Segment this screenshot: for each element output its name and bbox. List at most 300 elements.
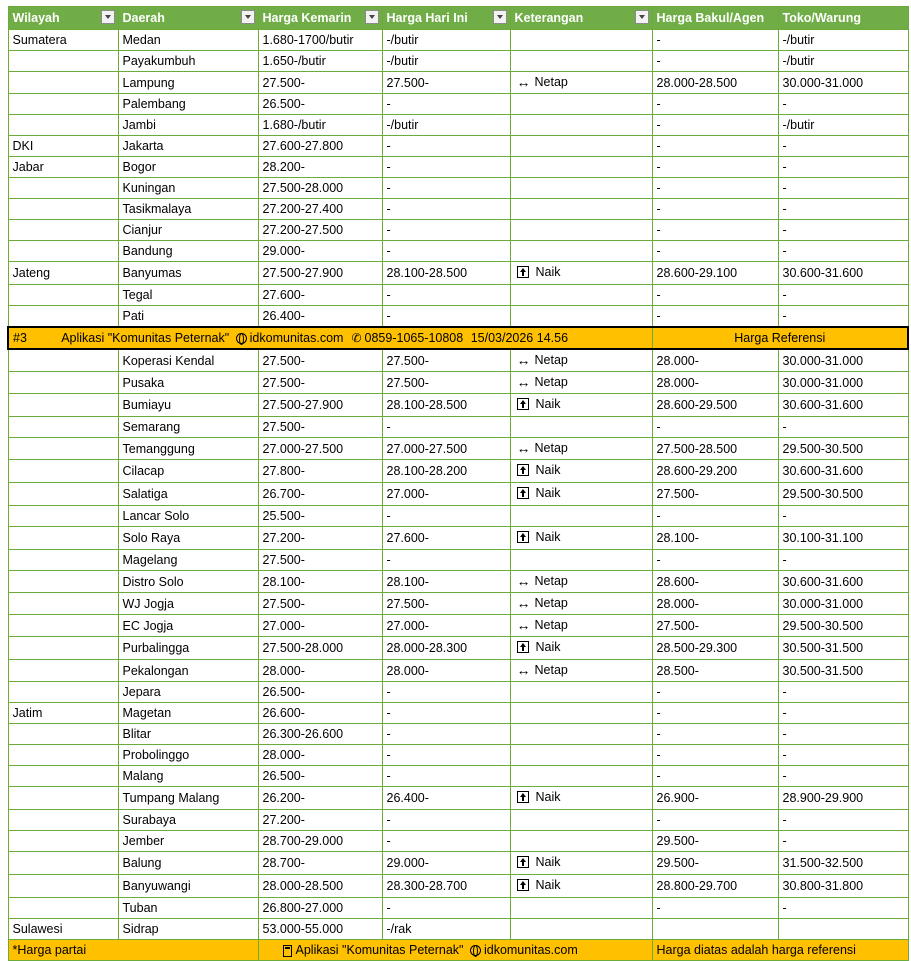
cell-harga-kemarin[interactable]: 25.500- bbox=[258, 506, 382, 527]
cell-daerah[interactable]: Probolinggo bbox=[118, 745, 258, 766]
cell-keterangan[interactable] bbox=[510, 875, 652, 898]
cell-harga-kemarin[interactable]: 28.000- bbox=[258, 660, 382, 682]
cell-harga-hari-ini[interactable]: - bbox=[382, 199, 510, 220]
cell-keterangan[interactable] bbox=[510, 51, 652, 72]
footer-website[interactable]: idkomunitas.com bbox=[483, 943, 578, 957]
cell-wilayah[interactable] bbox=[8, 660, 118, 682]
cell-harga-hari-ini[interactable]: - bbox=[382, 724, 510, 745]
cell-keterangan[interactable] bbox=[510, 417, 652, 438]
cell-toko-warung[interactable]: - bbox=[778, 703, 908, 724]
cell-harga-hari-ini[interactable]: - bbox=[382, 178, 510, 199]
table-row bbox=[8, 766, 908, 787]
cell-harga-bakul[interactable]: - bbox=[652, 157, 778, 178]
cell-toko-warung[interactable]: 29.500-30.500 bbox=[778, 483, 908, 506]
cell-harga-hari-ini[interactable]: -/butir bbox=[382, 51, 510, 72]
cell-daerah[interactable]: Blitar bbox=[118, 724, 258, 745]
cell-harga-hari-ini[interactable]: -/butir bbox=[382, 115, 510, 136]
cell-harga-bakul[interactable]: 28.500- bbox=[652, 660, 778, 682]
cell-daerah[interactable]: Tuban bbox=[118, 898, 258, 919]
cell-harga-bakul[interactable]: - bbox=[652, 898, 778, 919]
cell-wilayah[interactable] bbox=[8, 615, 118, 637]
cell-harga-hari-ini[interactable]: 28.100-28.500 bbox=[382, 262, 510, 285]
cell-keterangan[interactable] bbox=[510, 178, 652, 199]
cell-harga-hari-ini[interactable]: - bbox=[382, 136, 510, 157]
cell-wilayah[interactable] bbox=[8, 285, 118, 306]
cell-toko-warung[interactable]: 30.100-31.100 bbox=[778, 527, 908, 550]
cell-daerah[interactable]: Banyumas bbox=[118, 262, 258, 285]
cell-harga-kemarin[interactable]: 1.650-/butir bbox=[258, 51, 382, 72]
cell-harga-bakul[interactable]: 28.000- bbox=[652, 349, 778, 372]
cell-toko-warung[interactable]: - bbox=[778, 506, 908, 527]
cell-toko-warung[interactable]: 30.000-31.000 bbox=[778, 593, 908, 615]
cell-harga-kemarin[interactable]: 26.700- bbox=[258, 483, 382, 506]
cell-keterangan[interactable] bbox=[510, 682, 652, 703]
cell-harga-bakul[interactable]: 27.500- bbox=[652, 615, 778, 637]
cell-toko-warung[interactable]: 29.500-30.500 bbox=[778, 438, 908, 460]
cell-toko-warung[interactable]: - bbox=[778, 220, 908, 241]
cell-harga-hari-ini[interactable]: - bbox=[382, 898, 510, 919]
cell-harga-bakul[interactable]: - bbox=[652, 136, 778, 157]
cell-daerah[interactable]: Distro Solo bbox=[118, 571, 258, 593]
banner-phone[interactable]: 0859-1065-10808 bbox=[364, 331, 464, 345]
cell-toko-warung[interactable]: - bbox=[778, 157, 908, 178]
cell-harga-bakul[interactable]: - bbox=[652, 115, 778, 136]
cell-harga-hari-ini[interactable]: 26.400- bbox=[382, 787, 510, 810]
cell-toko-warung[interactable]: - bbox=[778, 682, 908, 703]
cell-keterangan[interactable] bbox=[510, 483, 652, 506]
cell-toko-warung[interactable]: - bbox=[778, 94, 908, 115]
cell-toko-warung[interactable]: 30.800-31.800 bbox=[778, 875, 908, 898]
cell-toko-warung[interactable]: 30.000-31.000 bbox=[778, 72, 908, 94]
cell-wilayah[interactable] bbox=[8, 787, 118, 810]
cell-wilayah[interactable] bbox=[8, 506, 118, 527]
cell-wilayah[interactable] bbox=[8, 394, 118, 417]
cell-keterangan[interactable] bbox=[510, 593, 652, 615]
cell-harga-kemarin[interactable]: 26.600- bbox=[258, 703, 382, 724]
cell-toko-warung[interactable]: - bbox=[778, 550, 908, 571]
cell-wilayah[interactable] bbox=[8, 571, 118, 593]
cell-toko-warung[interactable]: 31.500-32.500 bbox=[778, 852, 908, 875]
cell-harga-bakul[interactable]: 28.800-29.700 bbox=[652, 875, 778, 898]
cell-daerah[interactable]: Banyuwangi bbox=[118, 875, 258, 898]
cell-keterangan[interactable] bbox=[510, 919, 652, 940]
cell-toko-warung[interactable]: - bbox=[778, 898, 908, 919]
filter-dropdown-icon[interactable] bbox=[101, 10, 115, 24]
cell-toko-warung[interactable]: - bbox=[778, 831, 908, 852]
cell-harga-hari-ini[interactable]: 28.100- bbox=[382, 571, 510, 593]
cell-harga-kemarin[interactable]: 27.200- bbox=[258, 810, 382, 831]
cell-harga-kemarin[interactable]: 1.680-1700/butir bbox=[258, 30, 382, 51]
cell-toko-warung[interactable]: 30.500-31.500 bbox=[778, 660, 908, 682]
cell-harga-hari-ini[interactable]: - bbox=[382, 810, 510, 831]
cell-harga-bakul[interactable]: - bbox=[652, 199, 778, 220]
cell-wilayah[interactable] bbox=[8, 593, 118, 615]
cell-harga-kemarin[interactable]: 27.500-28.000 bbox=[258, 637, 382, 660]
cell-harga-hari-ini[interactable]: - bbox=[382, 831, 510, 852]
cell-toko-warung[interactable]: -/butir bbox=[778, 115, 908, 136]
cell-wilayah[interactable] bbox=[8, 438, 118, 460]
cell-harga-kemarin[interactable]: 53.000-55.000 bbox=[258, 919, 382, 940]
cell-harga-hari-ini[interactable]: - bbox=[382, 94, 510, 115]
cell-harga-bakul[interactable]: 27.500-28.500 bbox=[652, 438, 778, 460]
cell-keterangan[interactable] bbox=[510, 136, 652, 157]
cell-harga-kemarin[interactable]: 27.600- bbox=[258, 285, 382, 306]
cell-wilayah[interactable] bbox=[8, 349, 118, 372]
cell-daerah[interactable]: EC Jogja bbox=[118, 615, 258, 637]
cell-harga-bakul[interactable]: 29.500- bbox=[652, 831, 778, 852]
cell-wilayah[interactable] bbox=[8, 745, 118, 766]
cell-harga-hari-ini[interactable]: - bbox=[382, 220, 510, 241]
cell-harga-kemarin[interactable]: 26.300-26.600 bbox=[258, 724, 382, 745]
cell-toko-warung[interactable]: 30.600-31.600 bbox=[778, 460, 908, 483]
cell-harga-kemarin[interactable]: 27.500-28.000 bbox=[258, 178, 382, 199]
cell-daerah[interactable]: Purbalingga bbox=[118, 637, 258, 660]
cell-harga-kemarin[interactable]: 27.000-27.500 bbox=[258, 438, 382, 460]
cell-daerah[interactable]: Tegal bbox=[118, 285, 258, 306]
cell-toko-warung[interactable]: - bbox=[778, 178, 908, 199]
cell-keterangan[interactable] bbox=[510, 306, 652, 328]
cell-harga-bakul[interactable]: 28.600-29.100 bbox=[652, 262, 778, 285]
cell-keterangan[interactable] bbox=[510, 349, 652, 372]
cell-wilayah[interactable] bbox=[8, 875, 118, 898]
cell-harga-hari-ini[interactable]: 29.000- bbox=[382, 852, 510, 875]
cell-daerah[interactable]: Magetan bbox=[118, 703, 258, 724]
cell-harga-bakul[interactable]: 26.900- bbox=[652, 787, 778, 810]
filter-dropdown-icon[interactable] bbox=[635, 10, 649, 24]
cell-harga-kemarin[interactable]: 27.500-27.900 bbox=[258, 394, 382, 417]
cell-harga-hari-ini[interactable]: 28.300-28.700 bbox=[382, 875, 510, 898]
cell-keterangan[interactable] bbox=[510, 157, 652, 178]
cell-toko-warung[interactable]: - bbox=[778, 199, 908, 220]
cell-daerah[interactable]: Surabaya bbox=[118, 810, 258, 831]
cell-daerah[interactable]: Jambi bbox=[118, 115, 258, 136]
cell-wilayah[interactable] bbox=[8, 852, 118, 875]
cell-harga-kemarin[interactable]: 27.500- bbox=[258, 550, 382, 571]
cell-keterangan[interactable] bbox=[510, 199, 652, 220]
cell-daerah[interactable]: Pusaka bbox=[118, 372, 258, 394]
cell-daerah[interactable]: Cilacap bbox=[118, 460, 258, 483]
cell-wilayah[interactable] bbox=[8, 94, 118, 115]
cell-wilayah[interactable] bbox=[8, 550, 118, 571]
cell-harga-hari-ini[interactable]: - bbox=[382, 285, 510, 306]
cell-harga-bakul[interactable]: 28.100- bbox=[652, 527, 778, 550]
cell-wilayah[interactable]: Jatim bbox=[8, 703, 118, 724]
cell-harga-hari-ini[interactable]: 28.100-28.500 bbox=[382, 394, 510, 417]
cell-toko-warung[interactable]: 28.900-29.900 bbox=[778, 787, 908, 810]
cell-harga-kemarin[interactable]: 26.500- bbox=[258, 682, 382, 703]
cell-harga-kemarin[interactable]: 27.500- bbox=[258, 72, 382, 94]
cell-harga-hari-ini[interactable]: 28.000- bbox=[382, 660, 510, 682]
cell-toko-warung[interactable]: 30.000-31.000 bbox=[778, 372, 908, 394]
cell-harga-bakul[interactable]: 28.600- bbox=[652, 571, 778, 593]
cell-toko-warung[interactable]: 30.600-31.600 bbox=[778, 262, 908, 285]
cell-wilayah[interactable] bbox=[8, 199, 118, 220]
cell-harga-hari-ini[interactable]: 27.000- bbox=[382, 615, 510, 637]
cell-keterangan[interactable] bbox=[510, 615, 652, 637]
cell-harga-hari-ini[interactable]: - bbox=[382, 417, 510, 438]
cell-daerah[interactable]: Medan bbox=[118, 30, 258, 51]
cell-keterangan[interactable] bbox=[510, 787, 652, 810]
cell-wilayah[interactable] bbox=[8, 527, 118, 550]
cell-harga-bakul[interactable]: - bbox=[652, 241, 778, 262]
cell-wilayah[interactable] bbox=[8, 51, 118, 72]
cell-daerah[interactable]: Lampung bbox=[118, 72, 258, 94]
price-table bbox=[7, 6, 909, 961]
cell-harga-kemarin[interactable]: 26.500- bbox=[258, 766, 382, 787]
cell-toko-warung[interactable]: 30.500-31.500 bbox=[778, 637, 908, 660]
table-row bbox=[8, 831, 908, 852]
cell-keterangan[interactable] bbox=[510, 550, 652, 571]
cell-harga-bakul[interactable]: - bbox=[652, 745, 778, 766]
cell-keterangan[interactable] bbox=[510, 745, 652, 766]
filter-dropdown-icon[interactable] bbox=[493, 10, 507, 24]
cell-harga-hari-ini[interactable]: - bbox=[382, 506, 510, 527]
cell-harga-bakul[interactable]: 28.000-28.500 bbox=[652, 72, 778, 94]
cell-keterangan[interactable] bbox=[510, 766, 652, 787]
cell-wilayah[interactable] bbox=[8, 72, 118, 94]
cell-toko-warung[interactable]: - bbox=[778, 306, 908, 328]
cell-harga-kemarin[interactable]: 27.000- bbox=[258, 615, 382, 637]
cell-daerah[interactable]: Bumiayu bbox=[118, 394, 258, 417]
cell-keterangan[interactable] bbox=[510, 506, 652, 527]
cell-wilayah[interactable]: Jabar bbox=[8, 157, 118, 178]
cell-harga-hari-ini[interactable]: - bbox=[382, 745, 510, 766]
cell-keterangan[interactable] bbox=[510, 30, 652, 51]
cell-harga-bakul[interactable]: - bbox=[652, 51, 778, 72]
cell-harga-kemarin[interactable]: 27.500- bbox=[258, 349, 382, 372]
cell-daerah[interactable]: Jember bbox=[118, 831, 258, 852]
cell-harga-hari-ini[interactable]: - bbox=[382, 550, 510, 571]
cell-toko-warung[interactable]: - bbox=[778, 417, 908, 438]
banner-website[interactable]: idkomunitas.com bbox=[249, 331, 344, 345]
cell-wilayah[interactable] bbox=[8, 810, 118, 831]
cell-harga-kemarin[interactable]: 28.200- bbox=[258, 157, 382, 178]
cell-daerah[interactable]: Solo Raya bbox=[118, 527, 258, 550]
cell-daerah[interactable]: Jakarta bbox=[118, 136, 258, 157]
cell-harga-bakul[interactable]: - bbox=[652, 810, 778, 831]
cell-harga-bakul[interactable]: - bbox=[652, 766, 778, 787]
cell-harga-hari-ini[interactable]: 27.500- bbox=[382, 349, 510, 372]
cell-harga-kemarin[interactable]: 28.700- bbox=[258, 852, 382, 875]
cell-harga-hari-ini[interactable]: -/rak bbox=[382, 919, 510, 940]
cell-harga-bakul[interactable] bbox=[652, 919, 778, 940]
cell-toko-warung[interactable]: - bbox=[778, 745, 908, 766]
cell-harga-kemarin[interactable]: 26.500- bbox=[258, 94, 382, 115]
cell-harga-bakul[interactable]: - bbox=[652, 285, 778, 306]
cell-harga-bakul[interactable]: 27.500- bbox=[652, 483, 778, 506]
cell-harga-kemarin[interactable]: 27.200-27.500 bbox=[258, 220, 382, 241]
cell-keterangan[interactable] bbox=[510, 72, 652, 94]
cell-wilayah[interactable] bbox=[8, 220, 118, 241]
cell-harga-hari-ini[interactable]: - bbox=[382, 703, 510, 724]
cell-wilayah[interactable]: Sumatera bbox=[8, 30, 118, 51]
cell-keterangan[interactable] bbox=[510, 571, 652, 593]
cell-toko-warung[interactable]: - bbox=[778, 766, 908, 787]
cell-daerah[interactable]: Jepara bbox=[118, 682, 258, 703]
cell-wilayah[interactable] bbox=[8, 306, 118, 328]
cell-harga-bakul[interactable]: 28.600-29.500 bbox=[652, 394, 778, 417]
cell-wilayah[interactable] bbox=[8, 483, 118, 506]
cell-harga-kemarin[interactable]: 1.680-/butir bbox=[258, 115, 382, 136]
cell-harga-kemarin[interactable]: 27.500- bbox=[258, 593, 382, 615]
cell-keterangan[interactable] bbox=[510, 394, 652, 417]
cell-harga-kemarin[interactable]: 27.500- bbox=[258, 417, 382, 438]
cell-wilayah[interactable] bbox=[8, 766, 118, 787]
cell-toko-warung[interactable]: 30.600-31.600 bbox=[778, 394, 908, 417]
cell-toko-warung[interactable]: - bbox=[778, 285, 908, 306]
cell-harga-hari-ini[interactable]: - bbox=[382, 766, 510, 787]
filter-dropdown-icon[interactable] bbox=[241, 10, 255, 24]
cell-harga-bakul[interactable]: 28.000- bbox=[652, 372, 778, 394]
cell-daerah[interactable]: Payakumbuh bbox=[118, 51, 258, 72]
table-row bbox=[8, 136, 908, 157]
cell-daerah[interactable]: Balung bbox=[118, 852, 258, 875]
cell-daerah[interactable]: Temanggung bbox=[118, 438, 258, 460]
cell-keterangan[interactable] bbox=[510, 438, 652, 460]
cell-toko-warung[interactable]: 30.000-31.000 bbox=[778, 349, 908, 372]
cell-daerah[interactable]: Cianjur bbox=[118, 220, 258, 241]
cell-harga-kemarin[interactable]: 27.800- bbox=[258, 460, 382, 483]
cell-harga-hari-ini[interactable]: - bbox=[382, 306, 510, 328]
cell-wilayah[interactable]: Jateng bbox=[8, 262, 118, 285]
cell-harga-hari-ini[interactable]: 27.000- bbox=[382, 483, 510, 506]
cell-daerah[interactable]: Pekalongan bbox=[118, 660, 258, 682]
cell-harga-kemarin[interactable]: 27.200- bbox=[258, 527, 382, 550]
cell-harga-hari-ini[interactable]: 28.000-28.300 bbox=[382, 637, 510, 660]
cell-harga-hari-ini[interactable]: 27.500- bbox=[382, 372, 510, 394]
cell-harga-hari-ini[interactable]: 28.100-28.200 bbox=[382, 460, 510, 483]
cell-daerah[interactable]: Palembang bbox=[118, 94, 258, 115]
cell-harga-bakul[interactable]: - bbox=[652, 550, 778, 571]
cell-wilayah[interactable] bbox=[8, 241, 118, 262]
cell-harga-kemarin[interactable]: 28.700-29.000 bbox=[258, 831, 382, 852]
cell-daerah[interactable]: Bogor bbox=[118, 157, 258, 178]
cell-harga-bakul[interactable]: - bbox=[652, 703, 778, 724]
cell-keterangan[interactable] bbox=[510, 660, 652, 682]
cell-harga-bakul[interactable]: - bbox=[652, 506, 778, 527]
cell-daerah[interactable]: WJ Jogja bbox=[118, 593, 258, 615]
cell-daerah[interactable]: Bandung bbox=[118, 241, 258, 262]
cell-keterangan[interactable] bbox=[510, 460, 652, 483]
cell-keterangan[interactable] bbox=[510, 285, 652, 306]
cell-harga-bakul[interactable]: 28.000- bbox=[652, 593, 778, 615]
cell-wilayah[interactable]: Sulawesi bbox=[8, 919, 118, 940]
cell-wilayah[interactable] bbox=[8, 831, 118, 852]
cell-harga-kemarin[interactable]: 27.600-27.800 bbox=[258, 136, 382, 157]
cell-harga-hari-ini[interactable]: 27.500- bbox=[382, 72, 510, 94]
cell-harga-kemarin[interactable]: 28.000- bbox=[258, 745, 382, 766]
cell-keterangan[interactable] bbox=[510, 220, 652, 241]
cell-toko-warung[interactable]: - bbox=[778, 136, 908, 157]
cell-daerah[interactable]: Semarang bbox=[118, 417, 258, 438]
cell-toko-warung[interactable] bbox=[778, 919, 908, 940]
cell-daerah[interactable]: Magelang bbox=[118, 550, 258, 571]
cell-harga-hari-ini[interactable]: 27.000-27.500 bbox=[382, 438, 510, 460]
cell-harga-kemarin[interactable]: 27.200-27.400 bbox=[258, 199, 382, 220]
cell-toko-warung[interactable]: -/butir bbox=[778, 30, 908, 51]
cell-harga-kemarin[interactable]: 28.100- bbox=[258, 571, 382, 593]
filter-dropdown-icon[interactable] bbox=[365, 10, 379, 24]
cell-harga-kemarin[interactable]: 26.400- bbox=[258, 306, 382, 328]
cell-keterangan[interactable] bbox=[510, 241, 652, 262]
cell-harga-kemarin[interactable]: 27.500- bbox=[258, 372, 382, 394]
cell-harga-bakul[interactable]: - bbox=[652, 94, 778, 115]
cell-toko-warung[interactable]: 30.600-31.600 bbox=[778, 571, 908, 593]
cell-wilayah[interactable] bbox=[8, 178, 118, 199]
cell-harga-bakul[interactable]: 28.500-29.300 bbox=[652, 637, 778, 660]
cell-harga-kemarin[interactable]: 26.200- bbox=[258, 787, 382, 810]
cell-keterangan[interactable] bbox=[510, 810, 652, 831]
cell-keterangan[interactable] bbox=[510, 852, 652, 875]
cell-harga-kemarin[interactable]: 26.800-27.000 bbox=[258, 898, 382, 919]
cell-harga-hari-ini[interactable]: - bbox=[382, 682, 510, 703]
cell-toko-warung[interactable]: - bbox=[778, 810, 908, 831]
cell-harga-bakul[interactable]: - bbox=[652, 682, 778, 703]
cell-wilayah[interactable] bbox=[8, 460, 118, 483]
cell-harga-hari-ini[interactable]: 27.600- bbox=[382, 527, 510, 550]
cell-daerah[interactable]: Malang bbox=[118, 766, 258, 787]
cell-keterangan[interactable] bbox=[510, 115, 652, 136]
cell-harga-hari-ini[interactable]: -/butir bbox=[382, 30, 510, 51]
cell-daerah[interactable]: Tasikmalaya bbox=[118, 199, 258, 220]
cell-harga-bakul[interactable]: 28.600-29.200 bbox=[652, 460, 778, 483]
cell-harga-bakul[interactable]: 29.500- bbox=[652, 852, 778, 875]
cell-wilayah[interactable] bbox=[8, 724, 118, 745]
cell-daerah[interactable]: Salatiga bbox=[118, 483, 258, 506]
cell-keterangan[interactable] bbox=[510, 637, 652, 660]
footer-reference-note: Harga diatas adalah harga referensi bbox=[652, 940, 908, 961]
cell-harga-bakul[interactable]: - bbox=[652, 417, 778, 438]
cell-harga-bakul[interactable]: - bbox=[652, 220, 778, 241]
cell-keterangan[interactable] bbox=[510, 724, 652, 745]
cell-harga-kemarin[interactable]: 28.000-28.500 bbox=[258, 875, 382, 898]
cell-keterangan[interactable] bbox=[510, 527, 652, 550]
cell-toko-warung[interactable]: - bbox=[778, 724, 908, 745]
cell-keterangan[interactable] bbox=[510, 831, 652, 852]
cell-harga-bakul[interactable]: - bbox=[652, 178, 778, 199]
cell-wilayah[interactable] bbox=[8, 115, 118, 136]
cell-harga-kemarin[interactable]: 27.500-27.900 bbox=[258, 262, 382, 285]
cell-keterangan[interactable] bbox=[510, 372, 652, 394]
cell-harga-bakul[interactable]: - bbox=[652, 30, 778, 51]
cell-wilayah[interactable] bbox=[8, 417, 118, 438]
cell-toko-warung[interactable]: - bbox=[778, 241, 908, 262]
cell-harga-bakul[interactable]: - bbox=[652, 306, 778, 328]
cell-wilayah[interactable] bbox=[8, 898, 118, 919]
cell-wilayah[interactable]: DKI bbox=[8, 136, 118, 157]
cell-wilayah[interactable] bbox=[8, 682, 118, 703]
cell-daerah[interactable]: Sidrap bbox=[118, 919, 258, 940]
cell-daerah[interactable]: Tumpang Malang bbox=[118, 787, 258, 810]
cell-toko-warung[interactable]: -/butir bbox=[778, 51, 908, 72]
cell-harga-bakul[interactable]: - bbox=[652, 724, 778, 745]
cell-keterangan[interactable] bbox=[510, 898, 652, 919]
cell-daerah[interactable]: Pati bbox=[118, 306, 258, 328]
cell-toko-warung[interactable]: 29.500-30.500 bbox=[778, 615, 908, 637]
cell-keterangan[interactable] bbox=[510, 703, 652, 724]
cell-daerah[interactable]: Lancar Solo bbox=[118, 506, 258, 527]
cell-wilayah[interactable] bbox=[8, 372, 118, 394]
cell-keterangan[interactable] bbox=[510, 94, 652, 115]
cell-keterangan[interactable] bbox=[510, 262, 652, 285]
cell-wilayah[interactable] bbox=[8, 637, 118, 660]
cell-harga-hari-ini[interactable]: - bbox=[382, 241, 510, 262]
cell-daerah[interactable]: Koperasi Kendal bbox=[118, 349, 258, 372]
cell-harga-kemarin[interactable]: 29.000- bbox=[258, 241, 382, 262]
cell-harga-hari-ini[interactable]: 27.500- bbox=[382, 593, 510, 615]
cell-daerah[interactable]: Kuningan bbox=[118, 178, 258, 199]
cell-harga-hari-ini[interactable]: - bbox=[382, 157, 510, 178]
